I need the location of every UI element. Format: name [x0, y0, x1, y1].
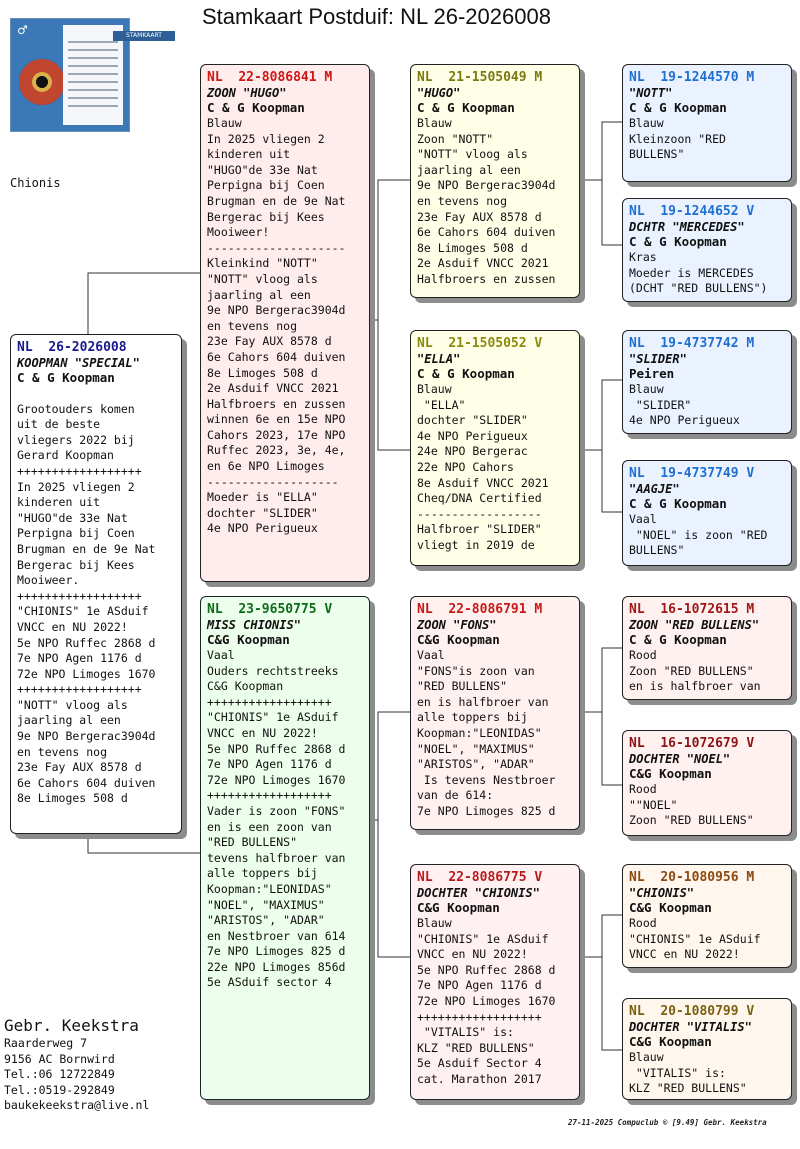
pedigree-card-father-father[interactable] [410, 64, 580, 298]
pigeon-name: KOOPMAN "SPECIAL" [17, 356, 140, 370]
breeder-name: C & G Koopman [207, 100, 305, 115]
ring-number [417, 870, 573, 886]
sex-marker: M [324, 70, 333, 85]
pigeon-info: Blauw "CHIONIS" 1e ASduif VNCC en NU 2022! 5e NPO Ruffec 2868 d 7e NPO Agen 1176 d 72e NPO Limoges 1670 ++++++++++++++++++ "VITALIS" is: KLZ "RED BULLENS" 5e Asduif Sector 4 cat. Marathon 2017 [417, 916, 556, 1086]
pigeon-info: Rood ""NOEL" Zoon "RED BULLENS" [629, 782, 754, 828]
pigeon-name: DOCHTER "CHIONIS" [417, 886, 540, 900]
ring-number-value: 22-8086791 [448, 602, 527, 617]
sex-marker: M [746, 870, 755, 885]
ring-number [629, 70, 785, 86]
ring-prefix: NL [417, 70, 433, 85]
sheet-header: STAMKAART [113, 31, 175, 41]
sex-marker: V [746, 204, 755, 219]
pigeon-name: ZOON "FONS" [417, 618, 497, 632]
owner-postcode: 9156 AC Bornwird [4, 1051, 115, 1066]
owner-phone-mobile: Tel.:06 12722849 [4, 1067, 115, 1081]
pigeon-info: Rood Zoon "RED BULLENS" en is halfbroer van [629, 648, 761, 694]
breeder-name: C & G Koopman [629, 632, 727, 647]
pigeon-name: "CHIONIS" [629, 886, 695, 900]
pedigree-card-mff[interactable] [622, 596, 792, 700]
pigeon-name: DOCHTER "NOEL" [629, 752, 731, 766]
ring-number-value: 22-8086775 [448, 870, 527, 885]
pedigree-card-father[interactable] [200, 64, 370, 582]
ring-number-value: 16-1072615 [660, 602, 739, 617]
ring-number-value: 20-1080956 [660, 870, 739, 885]
pedigree-card-fmm[interactable] [622, 460, 792, 566]
ring-prefix: NL [207, 602, 223, 617]
pedigree-card-ffm[interactable] [622, 198, 792, 302]
ring-number [17, 340, 175, 356]
pigeon-name: "NOTT" [629, 86, 673, 100]
ring-prefix: NL [629, 70, 645, 85]
ring-number-value: 21-1505049 [448, 70, 527, 85]
ring-number-value: 22-8086841 [238, 70, 317, 85]
ring-number [417, 70, 573, 86]
pedigree-card-mother-father[interactable] [410, 596, 580, 830]
breeder-name: C&G Koopman [417, 900, 500, 915]
pigeon-info: Vaal Ouders rechtstreeks C&G Koopman ++++++++++++++++++ "CHIONIS" 1e ASduif VNCC en NU 2022! 5e NPO Ruffec 2868 d 7e NPO Agen 1176 d 72e NPO Limoges 1670 ++++++++++++++++++ Vader is zoon "FONS" en is een zoon van "RED BULLENS" tevens halfbroer van alle toppers bij Koopman:"LEONIDAS" "NOEL", "MAXIMUS" "ARISTOS", "ADAR" en Nestbroer van 614 7e NPO Limoges 825 d 22e NPO Limoges 856d 5e ASduif sector 4 [207, 648, 346, 990]
pigeon-info: Blauw Zoon "NOTT" "NOTT" vloog als jaarling al een 9e NPO Bergerac3904d en tevens nog 23e Fay AUX 8578 d 6e Cahors 604 duiven 8e Limoges 508 d 2e Asduif VNCC 2021 Halfbroers en zussen [417, 116, 556, 286]
breeder-name: C & G Koopman [417, 100, 515, 115]
pigeon-name: DCHTR "MERCEDES" [629, 220, 745, 234]
ring-prefix: NL [417, 602, 433, 617]
ring-prefix: NL [629, 204, 645, 219]
ring-number [629, 466, 785, 482]
ring-number-value: 20-1080799 [660, 1004, 739, 1019]
page-title: Stamkaart Postduif: NL 26-2026008 [202, 4, 551, 29]
sex-marker: V [534, 870, 543, 885]
ring-prefix: NL [629, 336, 645, 351]
breeder-name: C & G Koopman [629, 234, 727, 249]
pedigree-card-mfm[interactable] [622, 730, 792, 836]
ring-number [207, 70, 363, 86]
pigeon-name: "HUGO" [417, 86, 461, 100]
pigeon-info: Rood "CHIONIS" 1e ASduif VNCC en NU 2022! [629, 916, 761, 962]
ring-prefix: NL [629, 1004, 645, 1019]
sex-marker: V [534, 336, 543, 351]
ring-prefix: NL [629, 870, 645, 885]
pedigree-card-main[interactable] [10, 334, 182, 834]
pigeon-name: "ELLA" [417, 352, 461, 366]
ring-prefix: NL [417, 870, 433, 885]
breeder-name: C & G Koopman [629, 100, 727, 115]
pigeon-info: Blauw "VITALIS" is: KLZ "RED BULLENS" [629, 1050, 747, 1096]
ring-number [629, 204, 785, 220]
pigeon-name: "SLIDER" [629, 352, 687, 366]
breeder-name: Peiren [629, 366, 675, 381]
breeder-name: C&G Koopman [207, 632, 290, 647]
sex-marker: M [746, 336, 755, 351]
ring-prefix: NL [629, 736, 645, 751]
ring-number [629, 870, 785, 886]
pigeon-info: Grootouders komen uit de beste vliegers 2022 bij Gerard Koopman ++++++++++++++++++ In 2025 vliegen 2 kinderen uit "HUGO"de 33e Nat Perpigna bij Coen Brugman en de 9e Nat Bergerac bij Kees Mooiweer. ++++++++++++++++++ "CHIONIS" 1e ASduif VNCC en NU 2022! 5e NPO Ruffec 2868 d 7e NPO Agen 1176 d 72e NPO Limoges 1670 ++++++++++++++++++ "NOTT" vloog als jaarling al een 9e NPO Bergerac3904d en tevens nog 23e Fay AUX 8578 d 6e Cahors 604 duiven 8e Limoges 508 d [17, 401, 156, 806]
ring-number-value: 26-2026008 [48, 340, 127, 355]
breeder-name: C&G Koopman [629, 766, 712, 781]
sex-marker: V [324, 602, 333, 617]
variety-label: Chionis [10, 176, 61, 190]
breeder-name: C&G Koopman [629, 1034, 712, 1049]
pigeon-info: Blauw "ELLA" dochter "SLIDER" 4e NPO Perigueux 24e NPO Bergerac 22e NPO Cahors 8e Asduif VNCC 2021 Cheq/DNA Certified ------------------ Halfbroer "SLIDER" vliegt in 2019 de [417, 382, 549, 552]
ring-number [629, 1004, 785, 1020]
ring-number-value: 21-1505052 [448, 336, 527, 351]
owner-name: Gebr. Keekstra [4, 1016, 139, 1035]
pedigree-card-mother[interactable] [200, 596, 370, 1100]
ring-number-value: 19-4737742 [660, 336, 739, 351]
ring-prefix: NL [417, 336, 433, 351]
sex-marker: M [534, 70, 543, 85]
pigeon-name: DOCHTER "VITALIS" [629, 1020, 752, 1034]
breeder-name: C&G Koopman [417, 632, 500, 647]
ring-prefix: NL [17, 340, 33, 355]
ring-number [629, 336, 785, 352]
sex-marker: M [746, 70, 755, 85]
ring-number-value: 19-1244570 [660, 70, 739, 85]
ring-number [629, 602, 785, 618]
owner-email[interactable]: baukekeekstra@live.nl [4, 1098, 150, 1112]
pigeon-info: Blauw "SLIDER" 4e NPO Perigueux [629, 382, 740, 428]
ring-prefix: NL [629, 466, 645, 481]
pigeon-name: "AAGJE" [629, 482, 680, 496]
pigeon-info: Kras Moeder is MERCEDES (DCHT "RED BULLENS") [629, 250, 768, 296]
ring-number-value: 16-1072679 [660, 736, 739, 751]
pigeon-info: Vaal "FONS"is zoon van "RED BULLENS" en is halfbroer van alle toppers bij Koopman:"LEONIDAS" "NOEL", "MAXIMUS" "ARISTOS", "ADAR" Is tevens Nestbroer van de 614: 7e NPO Limoges 825 d [417, 648, 556, 818]
pedigree-card-mmm[interactable] [622, 998, 792, 1100]
sex-marker: V [746, 1004, 755, 1019]
owner-phone: Tel.:0519-292849 [4, 1082, 115, 1097]
sex-marker: M [534, 602, 543, 617]
pigeon-info: Blauw In 2025 vliegen 2 kinderen uit "HUGO"de 33e Nat Perpigna bij Coen Brugman en de 9e Nat Bergerac bij Kees Mooiweer! -------------------- Kleinkind "NOTT" "NOTT" vloog als jaarling al een 9e NPO Bergerac3904d en tevens nog 23e Fay AUX 8578 d 6e Cahors 604 duiven 8e Limoges 508 d 2e Asduif VNCC 2021 Halfbroers en zussen winnen 6e en 15e NPO Cahors 2023, 17e NPO Ruffec 2023, 3e, 4e, en 6e NPO Limoges ------------------- Moeder is "ELLA" dochter "SLIDER" 4e NPO Perigueux [207, 116, 346, 536]
pedigree-card-father-mother[interactable] [410, 330, 580, 566]
pigeon-name: ZOON "HUGO" [207, 86, 287, 100]
male-symbol-icon: ♂ [17, 23, 28, 37]
ring-number [629, 736, 785, 752]
sex-marker: V [746, 466, 755, 481]
ring-prefix: NL [629, 602, 645, 617]
ring-number [417, 602, 573, 618]
ring-number-value: 19-1244652 [660, 204, 739, 219]
breeder-name: C&G Koopman [629, 900, 712, 915]
pigeon-info: Vaal "NOEL" is zoon "RED BULLENS" [629, 512, 768, 558]
breeder-name: C & G Koopman [629, 496, 727, 511]
pigeon-name: MISS CHIONIS" [207, 618, 301, 632]
sex-marker: M [746, 602, 755, 617]
ring-number-value: 19-4737749 [660, 466, 739, 481]
owner-address: Raarderweg 7 [4, 1036, 88, 1050]
ring-prefix: NL [207, 70, 223, 85]
pedigree-card-fff[interactable] [622, 64, 792, 182]
pigeon-info: Blauw Kleinzoon "RED BULLENS" [629, 116, 726, 162]
ring-number-value: 23-9650775 [238, 602, 317, 617]
breeder-name: C & G Koopman [417, 366, 515, 381]
pedigree-card-mother-mother[interactable] [410, 864, 580, 1100]
footer-credit: 27-11-2025 Compuclub © [9.49] Gebr. Keekstra [568, 1118, 767, 1127]
pedigree-card-fmf[interactable] [622, 330, 792, 434]
pigeon-name: ZOON "RED BULLENS" [629, 618, 760, 632]
breeder-name: C & G Koopman [17, 370, 115, 385]
pedigree-card-mmf[interactable] [622, 864, 792, 968]
owner-block [4, 1016, 149, 1114]
sex-marker: V [746, 736, 755, 751]
ring-number [207, 602, 363, 618]
ring-number [417, 336, 573, 352]
